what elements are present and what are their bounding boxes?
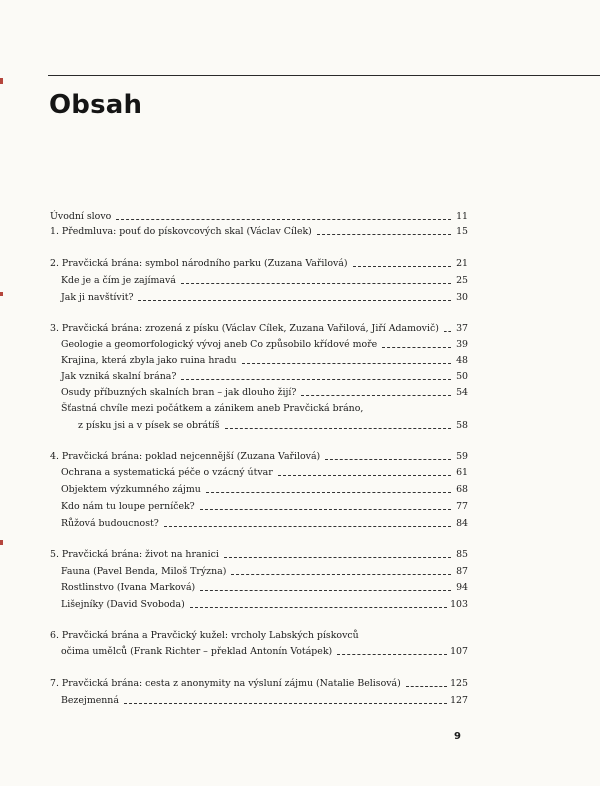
dot-leader: [406, 686, 447, 687]
dot-leader: [301, 395, 451, 396]
dot-leader: [200, 509, 451, 510]
toc-entry: [50, 625, 468, 642]
dot-leader: [325, 459, 451, 460]
dot-leader: [231, 574, 451, 575]
toc-entry-page: 85: [456, 549, 468, 560]
toc-entry-label: Osudy příbuzných skalních bran – jak dlouho žijí?: [61, 387, 297, 398]
top-rule: [48, 75, 600, 76]
toc-entry-page: 25: [456, 275, 468, 286]
toc-entry-label: Bezejmenná: [61, 695, 119, 706]
dot-leader: [124, 703, 447, 704]
toc-entry-page: 84: [456, 518, 468, 529]
dot-leader: [242, 363, 452, 364]
page-title: Obsah: [49, 90, 143, 120]
toc-entry-label: očima umělců (Frank Richter – překlad Antonín Votápek): [61, 646, 333, 657]
dot-leader: [353, 266, 451, 267]
toc-entry-page: 48: [456, 355, 468, 366]
toc-entry-page: 37: [456, 323, 468, 334]
margin-mark: [0, 292, 3, 296]
toc-entry-label: Objektem výzkumného zájmu: [61, 484, 201, 495]
toc-entry: [78, 415, 468, 432]
toc-entry-label: Ochrana a systematická péče o vzácný útvar: [61, 467, 273, 478]
toc-entry-page: 87: [456, 566, 468, 577]
toc-entry: [50, 253, 468, 270]
toc-entry: [61, 594, 468, 611]
dot-leader: [138, 300, 451, 301]
toc-entry-label: Krajina, která zbyla jako ruina hradu: [61, 355, 237, 366]
dot-leader: [444, 331, 451, 332]
toc-entry: [61, 462, 468, 479]
toc-entry-label: Šťastná chvíle mezi počátkem a zánikem aneb Pravčická bráno,: [61, 403, 364, 414]
toc-entry-label: Lišejníky (David Svoboda): [61, 599, 185, 610]
toc-entry: [61, 577, 468, 594]
toc-entry: [61, 334, 468, 351]
toc-entry-page: 11: [456, 211, 468, 222]
toc-entry-page: 125: [450, 678, 468, 689]
dot-leader: [224, 557, 451, 558]
dot-leader: [181, 379, 451, 380]
toc-entry-page: 68: [456, 484, 468, 495]
toc-entry-label: Růžová budoucnost?: [61, 518, 159, 529]
toc-entry-page: 94: [456, 582, 468, 593]
toc-entry-page: 15: [456, 226, 468, 237]
toc-entry-label: Úvodní slovo: [50, 211, 112, 222]
toc-entry-label: 6. Pravčická brána a Pravčický kužel: vrcholy Labských pískovců: [50, 630, 359, 641]
toc-entry: [61, 350, 468, 367]
toc-entry-page: 30: [456, 292, 468, 303]
margin-mark: [0, 540, 3, 545]
toc-entry-label: Jak ji navštívit?: [61, 292, 134, 303]
toc-entry-page: 54: [456, 387, 468, 398]
toc-entry-label: z písku jsi a v písek se obrátíš: [78, 420, 220, 431]
toc-entry-label: 3. Pravčická brána: zrozená z písku (Václav Cílek, Zuzana Vařilová, Jiří Adamovič): [50, 323, 439, 334]
toc-entry: [50, 446, 468, 463]
dot-leader: [382, 347, 451, 348]
dot-leader: [337, 654, 447, 655]
toc-entry-page: 103: [450, 599, 468, 610]
toc-entry-label: 1. Předmluva: pouť do pískovcových skal (Václav Cílek): [50, 226, 312, 237]
toc-entry: [50, 221, 468, 238]
dot-leader: [200, 590, 451, 591]
toc-entry: [61, 641, 468, 658]
dot-leader: [164, 526, 451, 527]
toc-entry: [61, 382, 468, 399]
toc-entry: [61, 479, 468, 496]
toc-entry: [50, 318, 468, 335]
toc-entry-page: 39: [456, 339, 468, 350]
toc-entry-label: Fauna (Pavel Benda, Miloš Trýzna): [61, 566, 227, 577]
toc-entry: [61, 270, 468, 287]
toc-entry-page: 77: [456, 501, 468, 512]
toc-entry-label: 4. Pravčická brána: poklad nejcennější (Zuzana Vařilová): [50, 451, 321, 462]
toc-entry-page: 58: [456, 420, 468, 431]
dot-leader: [317, 234, 451, 235]
dot-leader: [190, 607, 447, 608]
page-number: 9: [454, 731, 461, 742]
toc-entry: [50, 544, 468, 561]
toc-entry-label: Jak vzniká skalní brána?: [61, 371, 177, 382]
toc-entry: [61, 496, 468, 513]
toc-entry-page: 127: [450, 695, 468, 706]
toc-entry-page: 21: [456, 258, 468, 269]
dot-leader: [225, 428, 451, 429]
dot-leader: [206, 492, 451, 493]
toc-entry-label: Geologie a geomorfologický vývoj aneb Co způsobilo křídové moře: [61, 339, 378, 350]
toc-entry: [61, 366, 468, 383]
toc-entry: [61, 561, 468, 578]
dot-leader: [278, 475, 451, 476]
toc-entry-label: 5. Pravčická brána: život na hranici: [50, 549, 219, 560]
toc-entry-page: 107: [450, 646, 468, 657]
toc-entry-label: Kde je a čím je zajímavá: [61, 275, 176, 286]
toc-entry-label: 2. Pravčická brána: symbol národního parku (Zuzana Vařilová): [50, 258, 348, 269]
margin-mark: [0, 78, 3, 84]
toc-entry-page: 61: [456, 467, 468, 478]
dot-leader: [116, 219, 451, 220]
toc-entry-page: 50: [456, 371, 468, 382]
toc-entry: [61, 690, 468, 707]
toc-entry: [61, 287, 468, 304]
toc-entry: [50, 673, 468, 690]
toc-entry-label: 7. Pravčická brána: cesta z anonymity na výsluní zájmu (Natalie Belisová): [50, 678, 401, 689]
toc-entry: [61, 398, 468, 415]
dot-leader: [181, 283, 451, 284]
toc-entry-label: Rostlinstvo (Ivana Marková): [61, 582, 196, 593]
toc-entry-label: Kdo nám tu loupe perníček?: [61, 501, 195, 512]
toc-entry-page: 59: [456, 451, 468, 462]
toc-entry: [61, 513, 468, 530]
